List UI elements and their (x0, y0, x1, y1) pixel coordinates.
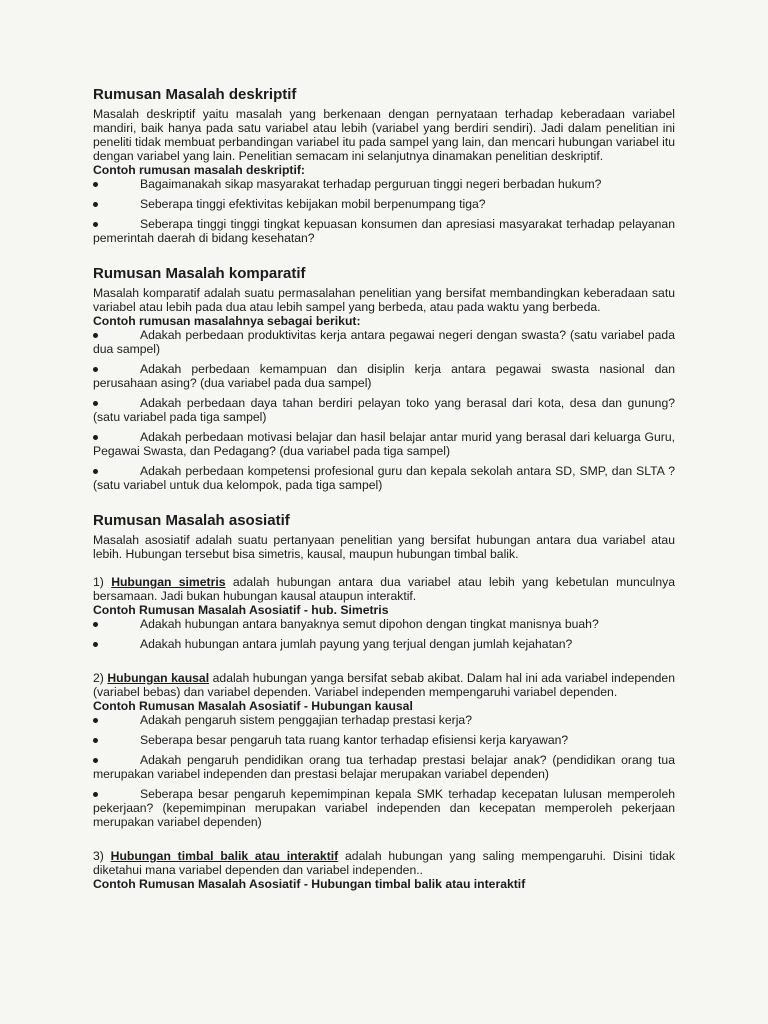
list-item: Adakah perbedaan daya tahan berdiri pelayan toko yang berasal dari kota, desa dan gunung? (satu variabel pada tiga sampel) (93, 396, 675, 424)
example-title-komparatif: Contoh rumusan masalahnya sebagai berikut: (93, 314, 361, 328)
bullet-icon (93, 333, 98, 338)
bullet-icon (93, 738, 98, 743)
list-komparatif (93, 328, 675, 492)
example-title-deskriptif: Contoh rumusan masalah deskriptif: (93, 163, 305, 177)
example-title-timbal-balik: Contoh Rumusan Masalah Asosiatif - Hubungan timbal balik atau interaktif (93, 877, 526, 891)
list-item: Seberapa tinggi efektivitas kebijakan mobil berpenumpang tiga? (93, 197, 675, 211)
bullet-icon (93, 642, 98, 647)
bullet-icon (93, 718, 98, 723)
list-item: Seberapa tinggi tinggi tingkat kepuasan konsumen dan apresiasi masyarakat terhadap pelayanan pemerintah daerah di bidang kesehatan? (93, 217, 675, 245)
list-item: Adakah perbedaan motivasi belajar dan hasil belajar antar murid yang berasal dari keluarga Guru, Pegawai Swasta, dan Pedagang? (dua variabel pada tiga sampel) (93, 430, 675, 458)
example-title-kausal: Contoh Rumusan Masalah Asosiatif - Hubungan kausal (93, 699, 413, 713)
term-kausal: Hubungan kausal (107, 671, 210, 685)
list-item: Adakah hubungan antara banyaknya semut dipohon dengan tingkat manisnya buah? (93, 617, 675, 631)
list-kausal (93, 713, 675, 829)
list-item: Seberapa besar pengaruh kepemimpinan kepala SMK terhadap kecepatan lulusan memperoleh pekerjaan? (kepemimpinan merupakan variabel independen dan kecepatan memperoleh pekerjaan merupakan variabel dependen) (93, 787, 675, 829)
list-item: Adakah perbedaan kemampuan dan disiplin kerja antara pegawai swasta nasional dan perusahaan asing? (dua variabel pada dua sampel) (93, 362, 675, 390)
example-title-simetris: Contoh Rumusan Masalah Asosiatif - hub. Simetris (93, 603, 389, 617)
bullet-icon (93, 367, 98, 372)
list-item: Adakah hubungan antara jumlah payung yang terjual dengan jumlah kejahatan? (93, 637, 675, 651)
document-page (93, 86, 675, 891)
paragraph-asosiatif: Masalah asosiatif adalah suatu pertanyaan penelitian yang bersifat hubungan antara dua variabel atau lebih. Hubungan tersebut bisa simetris, kausal, maupun hubungan timbal balik. (93, 533, 675, 561)
list-simetris (93, 617, 675, 651)
list-item: Adakah pengaruh sistem penggajian terhadap prestasi kerja? (93, 713, 675, 727)
subsection-kausal: 2) Hubungan kausal adalah hubungan yanga bersifat sebab akibat. Dalam hal ini ada variabel independen (variabel bebas) dan variabel dependen. Variabel independen mempengaruhi variabel dependen. (93, 671, 675, 699)
list-item: Bagaimanakah sikap masyarakat terhadap perguruan tinggi negeri berbadan hukum? (93, 177, 675, 191)
bullet-icon (93, 469, 98, 474)
heading-deskriptif: Rumusan Masalah deskriptif (93, 86, 297, 103)
paragraph-komparatif: Masalah komparatif adalah suatu permasalahan penelitian yang bersifat membandingkan keberadaan satu variabel atau lebih pada dua atau lebih sampel yang berbeda, atau pada waktu yang berbeda. (93, 286, 675, 314)
term-simetris: Hubungan simetris (111, 575, 226, 589)
subsection-simetris: 1) Hubungan simetris adalah hubungan antara dua variabel atau lebih yang kebetulan munculnya bersamaan. Jadi bukan hubungan kausal ataupun interaktif. (93, 575, 676, 603)
bullet-icon (93, 792, 98, 797)
heading-komparatif: Rumusan Masalah komparatif (93, 265, 306, 282)
paragraph-deskriptif: Masalah deskriptif yaitu masalah yang berkenaan dengan pernyataan terhadap keberadaan variabel mandiri, baik hanya pada satu variabel atau lebih (variabel yang berdiri sendiri). Jadi dalam penelitian ini peneliti tidak membuat perbandingan variabel itu pada sampel yang lain, dan mencari hubungan variabel itu dengan variabel yang lain. Penelitian semacam ini selanjutnya dinamakan penelitian deskriptif. (93, 107, 675, 163)
bullet-icon (93, 202, 98, 207)
bullet-icon (93, 222, 98, 227)
bullet-icon (93, 182, 98, 187)
heading-asosiatif: Rumusan Masalah asosiatif (93, 512, 290, 529)
bullet-icon (93, 758, 98, 763)
bullet-icon (93, 435, 98, 440)
list-deskriptif (93, 177, 675, 245)
subsection-timbal-balik: 3) Hubungan timbal balik atau interaktif adalah hubungan yang saling mempengaruhi. Disini tidak diketahui mana variabel dependen dan variabel independen.. (93, 849, 676, 877)
list-item: Adakah perbedaan kompetensi profesional guru dan kepala sekolah antara SD, SMP, dan SLTA ? (satu variabel untuk dua kelompok, pada tiga sampel) (93, 464, 675, 492)
list-item: Adakah perbedaan produktivitas kerja antara pegawai negeri dengan swasta? (satu variabel pada dua sampel) (93, 328, 675, 356)
list-item: Adakah pengaruh pendidikan orang tua terhadap prestasi belajar anak? (pendidikan orang tua merupakan variabel independen dan prestasi belajar merupakan variabel dependen) (93, 753, 675, 781)
bullet-icon (93, 401, 98, 406)
term-timbal-balik: Hubungan timbal balik atau interaktif (110, 849, 339, 863)
list-item: Seberapa besar pengaruh tata ruang kantor terhadap efisiensi kerja karyawan? (93, 733, 675, 747)
bullet-icon (93, 622, 98, 627)
